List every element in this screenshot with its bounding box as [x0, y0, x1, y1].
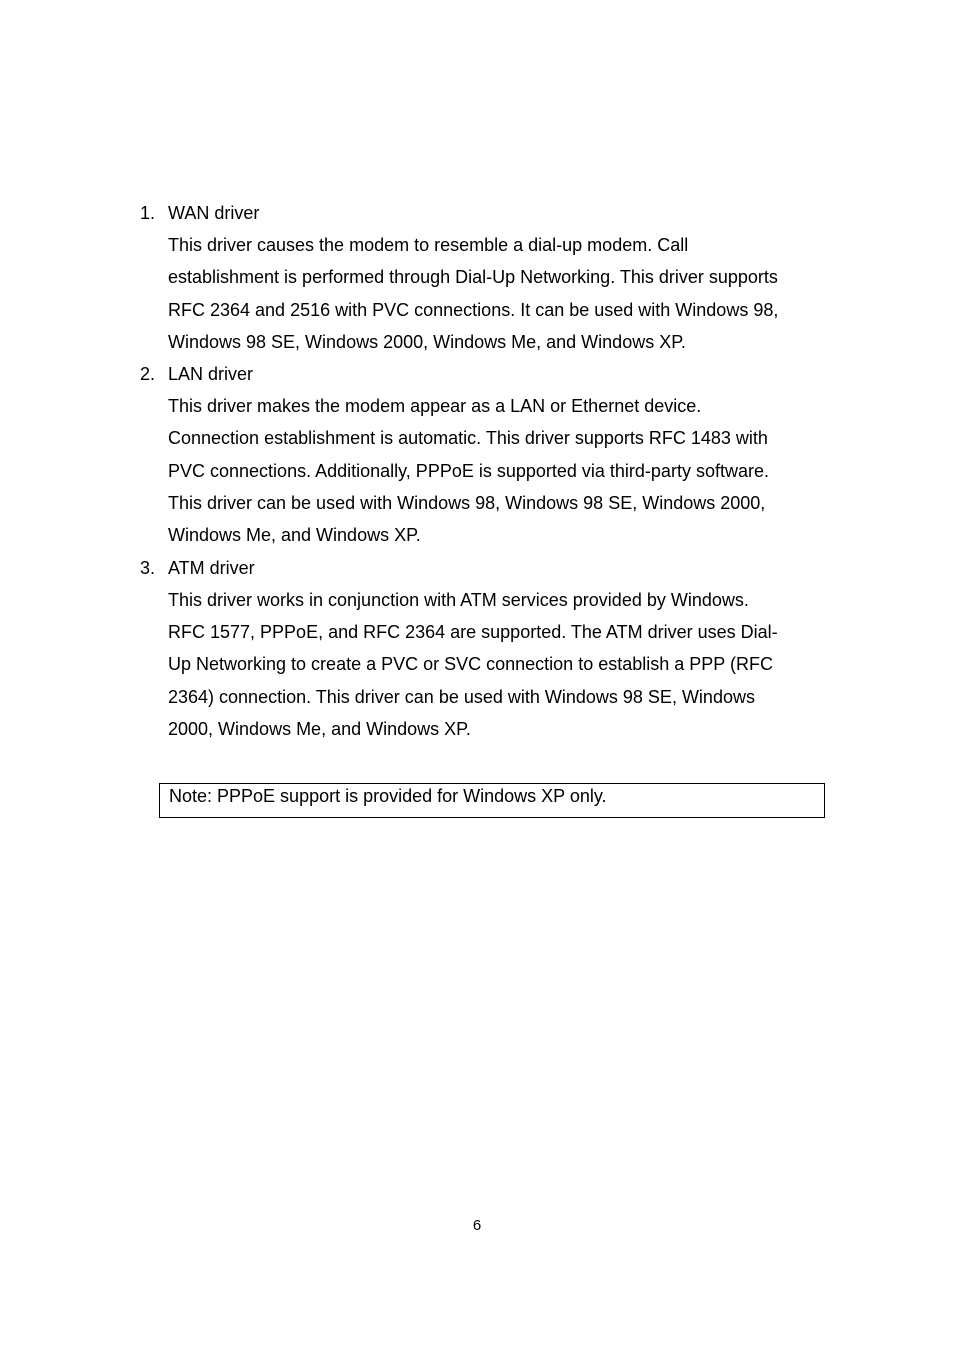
- list-item-header: [140, 358, 820, 390]
- list-item: [140, 552, 820, 745]
- list-item: [140, 197, 820, 358]
- note-box: [159, 783, 825, 818]
- page-number: 6: [472, 1217, 482, 1231]
- list-item-body: This driver works in conjunction with ATM services provided by Windows. RFC 1577, PPPoE, and RFC 2364 are supported. The ATM driver uses Dial- Up Networking to create a PVC or SVC connection to establish a PPP (RFC 2364) connection. This driver can be used with Windows 98 SE, Windows 2000, Windows Me, and Windows XP.: [168, 589, 778, 739]
- list-item-header: [140, 197, 820, 229]
- list-item-body: This driver makes the modem appear as a LAN or Ethernet device. Connection establishment is automatic. This driver supports RFC 1483 with PVC connections. Additionally, PPPoE is supported via third-party software. This driver can be used with Windows 98, Windows 98 SE, Windows 2000, Windows Me, and Windows XP.: [168, 396, 769, 546]
- list-item: [140, 358, 820, 551]
- list-item-number: 2.: [140, 364, 156, 385]
- list-item-title: ATM driver: [168, 557, 255, 578]
- list-item-header: [140, 552, 820, 584]
- list-item-number: 1.: [140, 203, 156, 223]
- driver-list: [140, 197, 820, 745]
- list-item-body: This driver causes the modem to resemble a dial-up modem. Call establishment is performed through Dial-Up Networking. This driver supports RFC 2364 and 2516 with PVC connections. It can be used with Windows 98, Windows 98 SE, Windows 2000, Windows Me, and Windows XP.: [168, 235, 779, 352]
- list-item-title: LAN driver: [168, 364, 254, 385]
- list-item-number: 3.: [140, 557, 156, 578]
- note-text: Note: PPPoE support is provided for Windows XP only.: [169, 786, 607, 806]
- list-item-title: WAN driver: [168, 203, 260, 223]
